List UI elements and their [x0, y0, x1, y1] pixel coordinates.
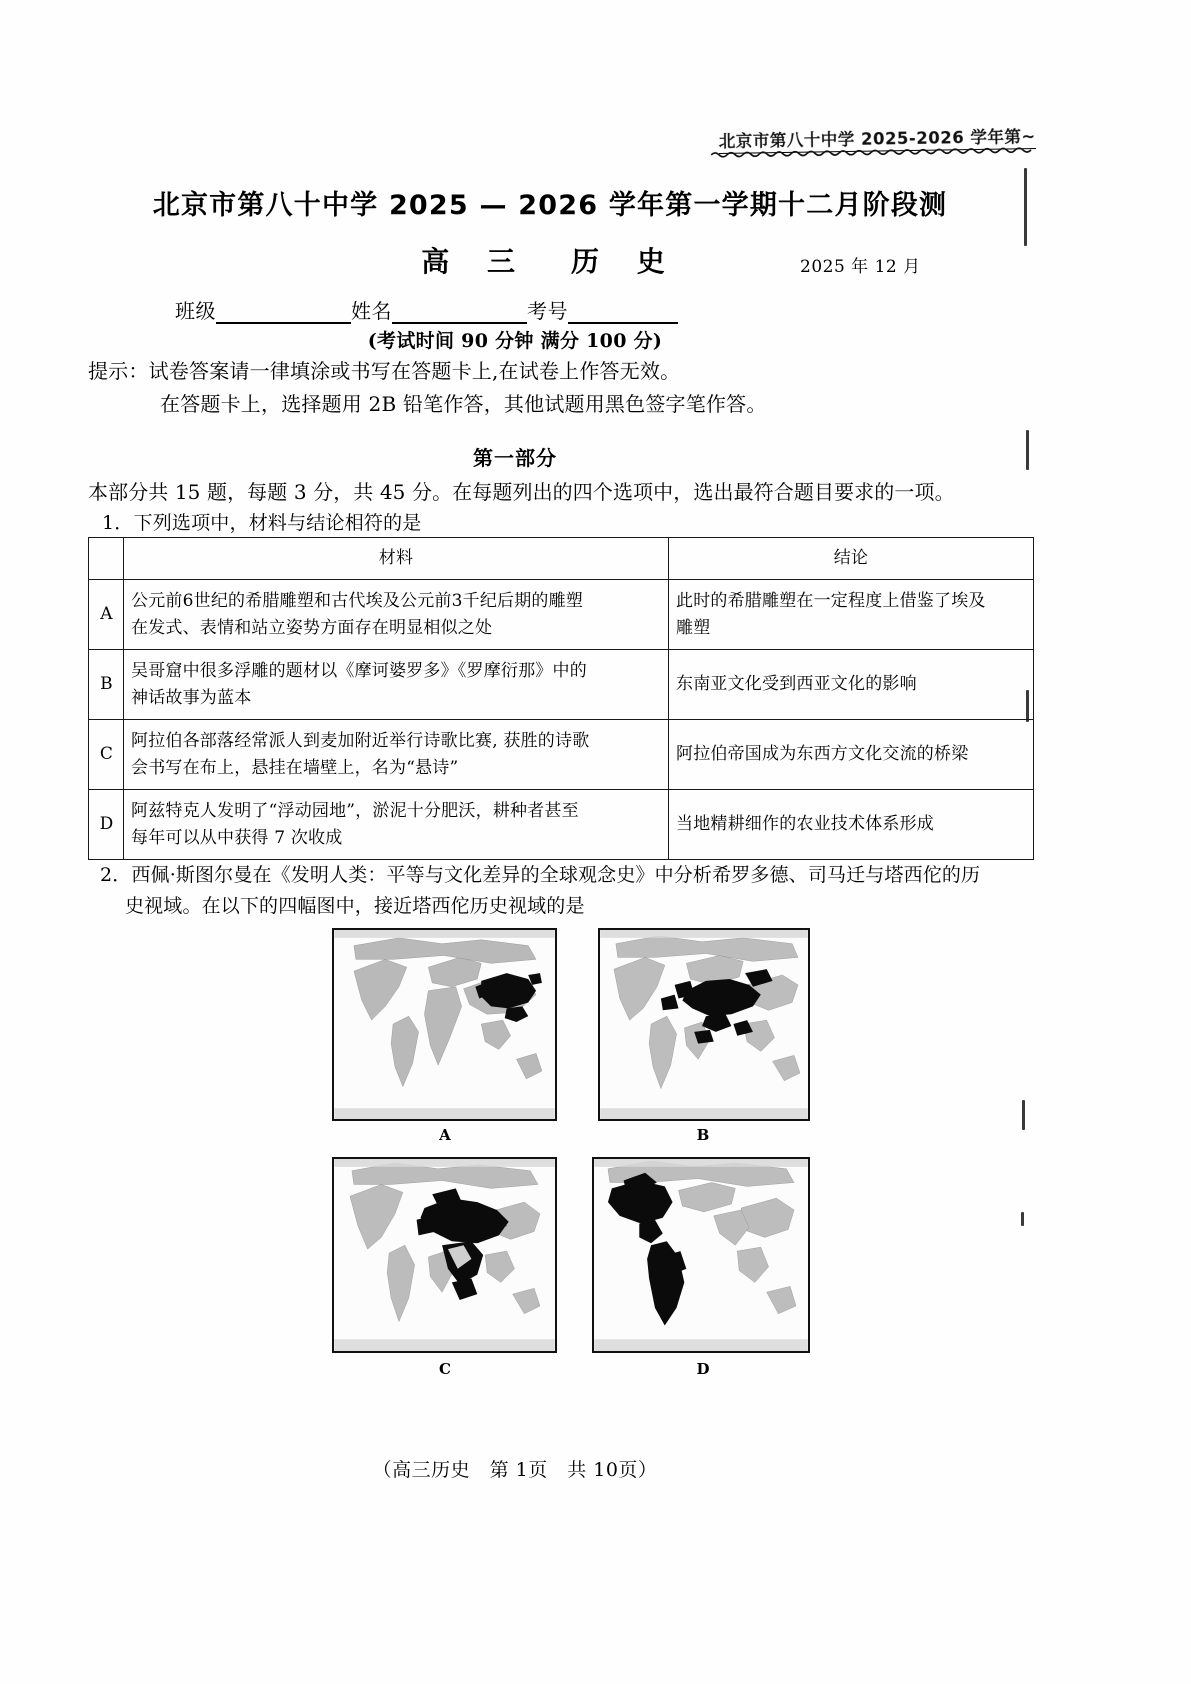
figure-option-a-map[interactable] [332, 928, 557, 1121]
conclusion-line-1: 当地精耕细作的农业技术体系形成 [676, 814, 934, 835]
conclusion-cell [669, 790, 1034, 860]
material-line-2: 在发式、表情和站立姿势方面存在明显相似之处 [131, 617, 493, 638]
material-cell [124, 720, 669, 790]
figure-caption-a: A [439, 1126, 451, 1144]
conclusion-cell [669, 650, 1034, 720]
page-footer: （高三历史 第 1页 共 10页） [372, 1459, 658, 1481]
question-1-stem: 1．下列选项中，材料与结论相符的是 [102, 512, 422, 534]
exam-tip-line-2: 在答题卡上，选择题用 2B 铅笔作答，其他试题用黑色签字笔作答。 [160, 392, 767, 416]
world-map-east-asia-highlight-icon [334, 930, 555, 1119]
table-header-material: 材料 [124, 538, 669, 580]
conclusion-cell [669, 580, 1034, 650]
world-map-near-east-highlight-icon [334, 1159, 555, 1351]
class-blank[interactable] [216, 322, 351, 324]
table-row[interactable] [89, 580, 1034, 650]
material-cell [124, 580, 669, 650]
figure-caption-d: D [696, 1360, 710, 1378]
name-label: 姓名 [351, 299, 392, 323]
question-2-stem-line-2: 史视域。在以下的四幅图中，接近塔西佗历史视域的是 [125, 895, 585, 917]
option-letter: B [89, 650, 124, 720]
part-one-description: 本部分共 15 题，每题 3 分，共 45 分。在每题列出的四个选项中，选出最符合题目要求的一项。 [88, 480, 955, 504]
material-cell [124, 650, 669, 720]
material-cell [124, 790, 669, 860]
conclusion-line-1: 阿拉伯帝国成为东西方文化交流的桥梁 [676, 744, 969, 765]
material-line-1: 阿兹特克人发明了“浮动园地”，淤泥十分肥沃，耕种者甚至 [131, 801, 579, 822]
table-header-option [89, 538, 124, 580]
material-line-1: 吴哥窟中很多浮雕的题材以《摩诃婆罗多》《罗摩衍那》中的 [131, 661, 587, 682]
conclusion-line-1: 此时的希腊雕塑在一定程度上借鉴了埃及 [676, 591, 986, 612]
option-letter: A [89, 580, 124, 650]
scan-artifact-mark [1021, 1212, 1024, 1226]
option-letter: C [89, 720, 124, 790]
material-line-2: 每年可以从中获得 7 次收成 [131, 827, 343, 848]
world-map-americas-highlight-icon [594, 1159, 808, 1351]
exam-no-blank[interactable] [568, 322, 678, 324]
exam-tip-line-1: 提示：试卷答案请一律填涂或书写在答题卡上,在试卷上作答无效。 [88, 359, 681, 383]
conclusion-cell [669, 720, 1034, 790]
figure-caption-c: C [439, 1360, 451, 1378]
class-label: 班级 [175, 299, 216, 323]
table-row[interactable] [89, 720, 1034, 790]
subject-name: 高 三 历 史 [421, 245, 679, 278]
paper-date: 2025 年 12 月 [800, 257, 921, 277]
watermark-header-text: 北京市第八十中学 2025-2026 学年第~ [719, 123, 1036, 154]
table-row[interactable] [89, 650, 1034, 720]
table-header-conclusion: 结论 [669, 538, 1034, 580]
page-title: 北京市第八十中学 2025 — 2026 学年第一学期十二月阶段测 [152, 190, 948, 221]
option-letter: D [89, 790, 124, 860]
conclusion-line-1: 东南亚文化受到西亚文化的影响 [676, 674, 917, 695]
figure-option-c-map[interactable] [332, 1157, 557, 1353]
material-line-1: 公元前6世纪的希腊雕塑和古代埃及公元前3千纪后期的雕塑 [131, 591, 584, 612]
material-line-2: 会书写在布上，悬挂在墙壁上，名为“悬诗” [131, 757, 459, 778]
question-2-stem-line-1: 2．西佩·斯图尔曼在《发明人类：平等与文化差异的全球观念史》中分析希罗多德、司马迁与塔西佗的历 [100, 864, 981, 886]
figure-option-d-map[interactable] [592, 1157, 810, 1353]
table-header-row [89, 538, 1034, 580]
conclusion-line-2: 雕塑 [676, 617, 711, 638]
subject-line [0, 240, 1100, 280]
name-blank[interactable] [392, 322, 527, 324]
student-info-line [175, 295, 678, 324]
table-row[interactable] [89, 790, 1034, 860]
world-map-mediterranean-highlight-icon [600, 930, 808, 1119]
exam-time-score: (考试时间 90 分钟 满分 100 分) [367, 330, 663, 352]
scan-artifact-mark [1022, 1100, 1025, 1130]
material-line-2: 神话故事为蓝本 [131, 687, 252, 708]
question-1-table [88, 537, 1034, 860]
exam-no-label: 考号 [527, 299, 568, 323]
figure-caption-b: B [696, 1126, 710, 1144]
figure-option-b-map[interactable] [598, 928, 810, 1121]
part-one-title: 第一部分 [473, 446, 557, 470]
material-line-1: 阿拉伯各部落经常派人到麦加附近举行诗歌比赛, 获胜的诗歌 [131, 731, 590, 752]
